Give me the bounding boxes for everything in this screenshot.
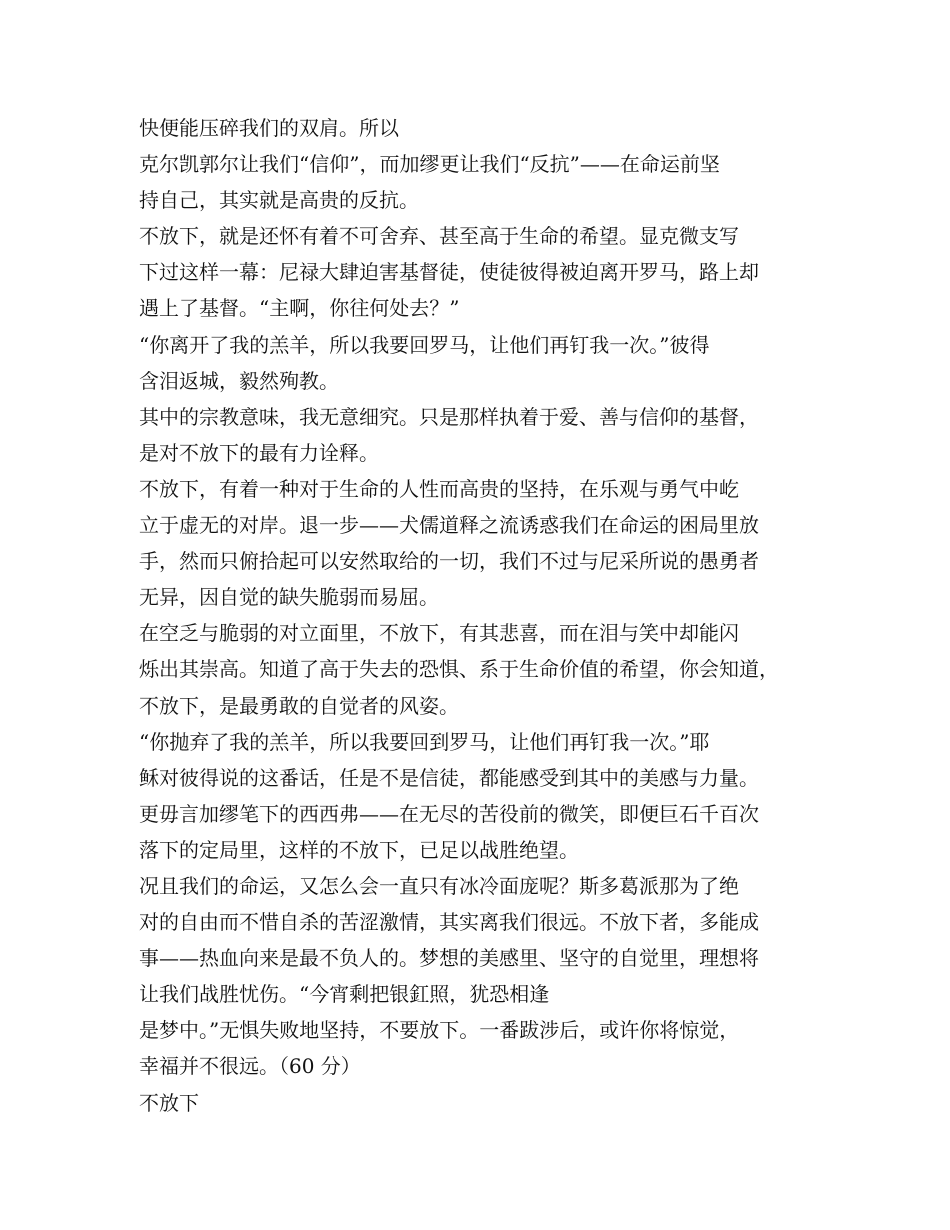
text-line-9: 其中的宗教意味，我无意细究。只是那样执着于爱、善与信仰的基督， xyxy=(139,404,759,429)
text-line-4: 不放下，就是还怀有着不可舍弃、甚至高于生命的希望。显克微支写 xyxy=(139,224,739,249)
text-line-13: 手，然而只俯拾起可以安然取给的一切，我们不过与尼采所说的愚勇者 xyxy=(139,549,759,574)
text-line-26: 是梦中。”无惧失败地坚持，不要放下。一番跋涉后，或许你将惊觉， xyxy=(139,1018,740,1043)
text-line-17: 不放下，是最勇敢的自觉者的风姿。 xyxy=(139,693,459,718)
text-line-18: “你抛弃了我的羔羊，所以我要回到罗马，让他们再钉我一次。”耶 xyxy=(139,729,710,754)
text-line-28: 不放下 xyxy=(139,1090,199,1115)
text-line-19: 稣对彼得说的这番话，任是不是信徒，都能感受到其中的美感与力量。 xyxy=(139,765,759,790)
text-line-2: 克尔凯郭尔让我们“信仰”，而加缪更让我们“反抗”——在命运前坚 xyxy=(139,152,720,177)
text-line-7: “你离开了我的羔羊，所以我要回罗马，让他们再钉我一次。”彼得 xyxy=(139,332,710,357)
text-line-16: 烁出其崇高。知道了高于失去的恐惧、系于生命价值的希望，你会知道， xyxy=(139,657,779,682)
text-line-20: 更毋言加缪笔下的西西弗——在无尽的苦役前的微笑，即便巨石千百次 xyxy=(139,801,759,826)
text-line-15: 在空乏与脆弱的对立面里，不放下，有其悲喜，而在泪与笑中却能闪 xyxy=(139,621,739,646)
text-line-25: 让我们战胜忧伤。“今宵剩把银釭照，犹恐相逢 xyxy=(139,982,550,1007)
text-line-6: 遇上了基督。“主啊，你往何处去？” xyxy=(139,296,460,321)
text-line-27: 幸福并不很远。（60 分） xyxy=(139,1054,361,1079)
text-line-23: 对的自由而不惜自杀的苦涩激情，其实离我们很远。不放下者，多能成 xyxy=(139,910,759,935)
text-line-3: 持自己，其实就是高贵的反抗。 xyxy=(139,188,419,213)
text-line-8: 含泪返城，毅然殉教。 xyxy=(139,368,339,393)
text-line-10: 是对不放下的最有力诠释。 xyxy=(139,440,379,465)
text-line-21: 落下的定局里，这样的不放下，已足以战胜绝望。 xyxy=(139,837,579,862)
text-line-24: 事——热血向来是最不负人的。梦想的美感里、坚守的自觉里，理想将 xyxy=(139,946,759,971)
essay-text xyxy=(139,110,839,1121)
text-line-1: 快便能压碎我们的双肩。所以 xyxy=(139,116,399,140)
text-line-14: 无异，因自觉的缺失脆弱而易屈。 xyxy=(139,585,439,610)
text-line-12: 立于虚无的对岸。退一步——犬儒道释之流诱惑我们在命运的困局里放 xyxy=(139,513,759,538)
text-line-11: 不放下，有着一种对于生命的人性而高贵的坚持，在乐观与勇气中屹 xyxy=(139,476,739,501)
text-line-5: 下过这样一幕：尼禄大肆迫害基督徒，使徒彼得被迫离开罗马，路上却 xyxy=(139,260,759,285)
text-line-22: 况且我们的命运，又怎么会一直只有冰冷面庞呢？斯多葛派那为了绝 xyxy=(139,873,739,898)
